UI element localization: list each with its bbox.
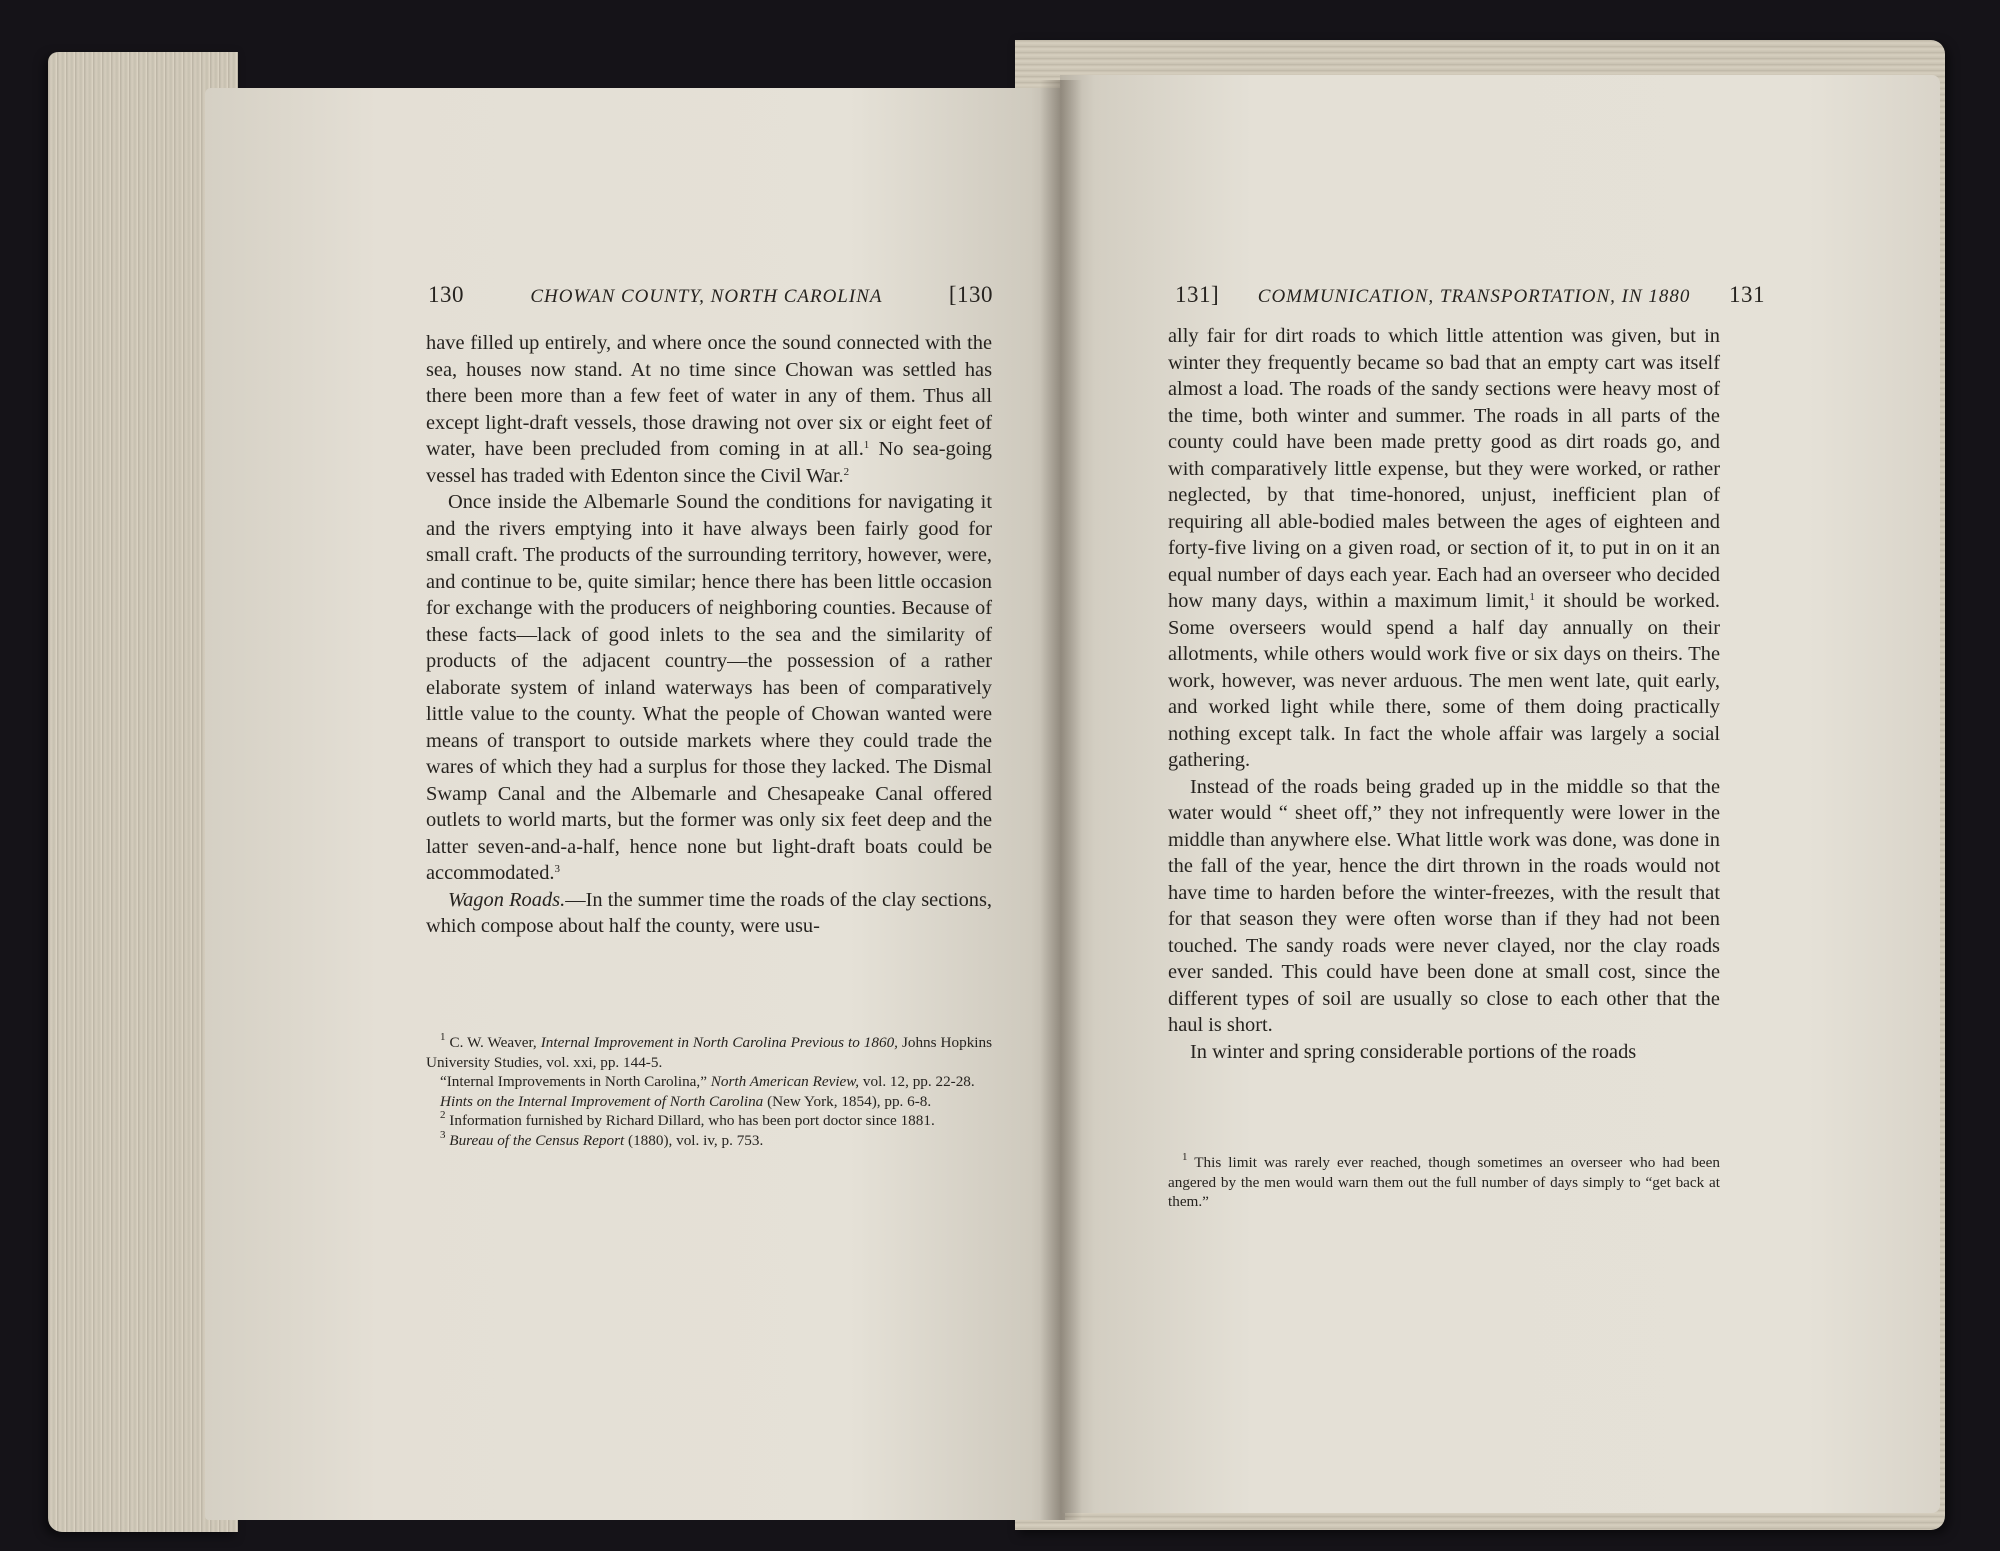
left-running-title: CHOWAN COUNTY, NORTH CAROLINA	[530, 286, 883, 307]
footnote	[426, 1128, 992, 1151]
text-run: Information furnished by Richard Dillard, who has been port doctor since 1881.	[445, 1112, 935, 1129]
right-bracket-number: 131]	[1175, 282, 1220, 307]
text-run: Johns Hopkins University Studies, vol. xxi, pp. 144-5.	[426, 1034, 993, 1071]
right-page-body	[1168, 323, 1720, 1065]
text-run: (New York, 1854), pp. 6-8.	[763, 1092, 932, 1110]
italic-text: North American Review,	[710, 1073, 860, 1090]
footnote-marker: 3	[554, 863, 561, 875]
text-run: —In the summer time the roads of the clay sections, which compose about half the county, were usu-	[426, 888, 992, 937]
text-run: This limit was rarely ever reached, though sometimes an overseer who had been angered by the men would warn them out the full number of days simply to “get back at them.”	[1168, 1154, 1720, 1210]
text-run: Once inside the Albemarle Sound the conditions for navigating it and the rivers emptying into it have always been fairly good for small craft. The products of the surrounding territory, however, were, and continue to be, quite similar; hence there has been little occasion for exchange with the producers of neighboring counties. Because of these facts—lack of good inlets to the sea and the similarity of products of the adjacent country—the possession of a rather elaborate system of inland waterways has been of comparatively little value to the county. What the people of Chowan wanted were means of transport to outside markets where they could trade the wares of which they had a surplus for those they lacked. The Dismal Swamp Canal and the Albemarle and Chesapeake Canal offered outlets to world marts, but the former was only six feet deep and the latter seven-and-a-half, hence none but light-draft boats could be accommodated.	[426, 491, 992, 884]
text-run: it should be worked. Some overseers would spend a half day annually on their allotments, while others would work five or six days on theirs. The work, however, was never arduous. The men went late, quit early, and worked light while there, some of them doing practically nothing except talk. In fact the whole affair was largely a social gathering.	[1168, 590, 1720, 771]
paragraph	[1168, 1039, 1720, 1066]
text-run: ally fair for dirt roads to which little attention was given, but in winter they frequently became so bad that an empty cart was itself almost a load. The roads of the sandy sections were heavy most of the time, both winter and summer. The roads in all parts of the county could have been made pretty good as dirt roads go, and with comparatively little expense, but they were worked, or rather neglected, by that time-honored, unjust, inefficient plan of requiring all able-bodied males between the ages of eighteen and forty-five living on a given road, or section of it, to put in on it an equal number of days each year. Each had an overseer who decided how many days, within a maximum limit,	[1168, 325, 1720, 612]
text-run: No sea-going vessel has traded with Edenton since the Civil War.	[426, 438, 992, 487]
footnote-marker: 2	[440, 1109, 446, 1121]
paragraph	[1168, 323, 1720, 774]
italic-text: Bureau of the Census Report	[449, 1131, 625, 1149]
right-page-footnotes	[1168, 1153, 1720, 1212]
text-run: have filled up entirely, and where once the sound connected with the sea, houses now stand. At no time since Chowan was settled has there been more than a few feet of water in any of them. Thus all except light-draft vessels, those drawing not over six or eight feet of water, have been precluded from coming in at all.	[426, 332, 992, 460]
text-run: In winter and spring considerable portions of the roads	[1190, 1040, 1637, 1063]
text-run: “Internal Improvements in North Carolina,”	[440, 1073, 711, 1090]
paragraph	[426, 489, 992, 887]
footnote	[426, 1072, 992, 1092]
paragraph	[426, 887, 992, 940]
footnote	[426, 1033, 992, 1072]
text-run: C. W. Weaver,	[445, 1034, 541, 1051]
text-run: vol. 12, pp. 22-28.	[859, 1073, 975, 1090]
left-page-body	[426, 330, 992, 940]
right-running-title: COMMUNICATION, TRANSPORTATION, IN 1880	[1257, 286, 1691, 307]
left-bracket-number: [130	[948, 282, 993, 307]
text-run: (1880), vol. iv, p. 753.	[624, 1131, 764, 1149]
paragraph	[426, 330, 992, 489]
right-page-header	[1175, 282, 1765, 308]
footnote	[1168, 1153, 1720, 1212]
text-run: Instead of the roads being graded up in the middle so that the water would “ sheet off,” they not infrequently were lower in the middle than anywhere else. What little work was done, was done in the fall of the year, hence the dirt thrown in the roads would not have time to harden before the winter-freezes, with the result that for that season they were often worse than if they had not been touched. The sandy roads were never clayed, nor the clay roads ever sanded. This could have been done at small cost, since the different types of soil are usually so close to each other that the haul is short.	[1168, 775, 1720, 1036]
italic-text: Hints on the Internal Improvement of North Carolina	[440, 1092, 764, 1110]
footnote	[426, 1111, 992, 1131]
paragraph	[1168, 774, 1720, 1039]
footnote-marker: 1	[440, 1031, 446, 1043]
left-page-footnotes	[426, 1033, 992, 1150]
footnote-marker: 1	[1182, 1151, 1188, 1163]
italic-text: Internal Improvement in North Carolina Previous to 1860,	[540, 1034, 898, 1051]
footnote	[426, 1092, 992, 1112]
footnote-marker: 2	[843, 465, 850, 478]
book-gutter	[1040, 80, 1082, 1520]
footnote-marker: 1	[863, 439, 870, 451]
left-page-number: 130	[428, 282, 464, 307]
left-page-header	[428, 282, 993, 308]
right-page-number: 131	[1728, 282, 1765, 307]
italic-text: Wagon Roads.	[448, 888, 566, 911]
footnote-marker: 3	[440, 1128, 446, 1141]
footnote-marker: 1	[1529, 591, 1535, 603]
